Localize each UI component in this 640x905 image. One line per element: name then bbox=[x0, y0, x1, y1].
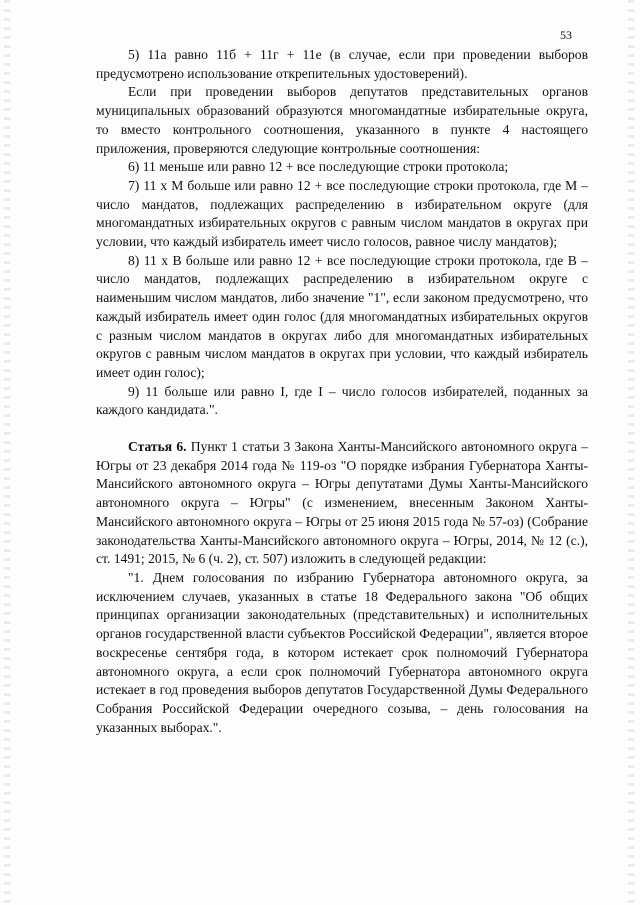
paragraph-multimandate-intro: Если при проведении выборов депутатов представительных органов муниципальных образований образуются многомандатные избирательные округа, то вместо контрольного соотношения, указанного в пункте 4 настоящего приложения, проверяются следующие контрольные соотношения: bbox=[96, 84, 588, 156]
paragraph-item-7: 7) 11 x M больше или равно 12 + все последующие строки протокола, где M – число мандатов, подлежащих распределению в избирательном округе (для многомандатных избирательных округов с равным числом мандатов в округах при условии, что каждый избиратель имеет число голосов, равное числу мандатов); bbox=[96, 177, 588, 250]
page-number: 53 bbox=[560, 28, 572, 42]
article-6-quote: "1. Днем голосования по избранию Губернатора автономного округа, за исключением случаев, указанных в статье 18 Федерального закона "Об общих принципах организации законодательных (представительных) и исполнительных органов государственной власти субъектов Российской Федерации", является второе воскресенье сентября года, в котором истекает срок полномочий Губернатора автономного округа, а если срок полномочий Губернатора автономного округа истекает в год проведения выборов депутатов Государственной Думы Федерального Собрания Российской Федерации очередного созыва, – день голосования на указанных выборах.". bbox=[96, 569, 588, 735]
paragraph-item-9: 9) 11 больше или равно I, где I – число голосов избирателей, поданных за каждого кандидата.". bbox=[96, 383, 588, 418]
paragraph-item-8: 8) 11 x B больше или равно 12 + все последующие строки протокола, где B – число мандатов, подлежащих распределению в избирательном округе с наименьшим числом мандатов, либо значение "1", если законом предусмотрено, что каждый избиратель имеет один голос (для многомандатных избирательных округов с разным числом мандатов в округах либо для многомандатных избирательных округов с равным числом мандатов в округах при условии, что каждый избиратель имеет один голос); bbox=[96, 252, 588, 380]
paragraph-item-6: 6) 11 меньше или равно 12 + все последующие строки протокола; bbox=[128, 159, 509, 175]
scan-edge-left bbox=[4, 0, 10, 905]
article-6-heading: Статья 6. bbox=[128, 439, 187, 455]
paragraph-item-5: 5) 11а равно 11б + 11г + 11е (в случае, если при проведении выборов предусмотрено использование открепительных удостоверений). bbox=[96, 47, 588, 81]
document-body bbox=[96, 46, 588, 737]
scan-edge-right bbox=[628, 0, 634, 905]
article-6-paragraph bbox=[96, 438, 588, 569]
article-6-body: Пункт 1 статьи 3 Закона Ханты-Мансийского автономного округа – Югры от 23 декабря 2014 года № 119-оз "О порядке избрания Губернатора Ханты-Мансийского автономного округа – Югры депутатами Думы Ханты-Мансийского автономного округа – Югры" (с изменением, внесенным Законом Ханты-Мансийского автономного округа – Югры от 25 июня 2015 года № 57-оз) (Собрание законодательства Ханты-Мансийского автономного округа – Югры, 2014, № 12 (с.), ст. 1491; 2015, № 6 (ч. 2), ст. 507) изложить в следующей редакции: bbox=[96, 439, 588, 567]
